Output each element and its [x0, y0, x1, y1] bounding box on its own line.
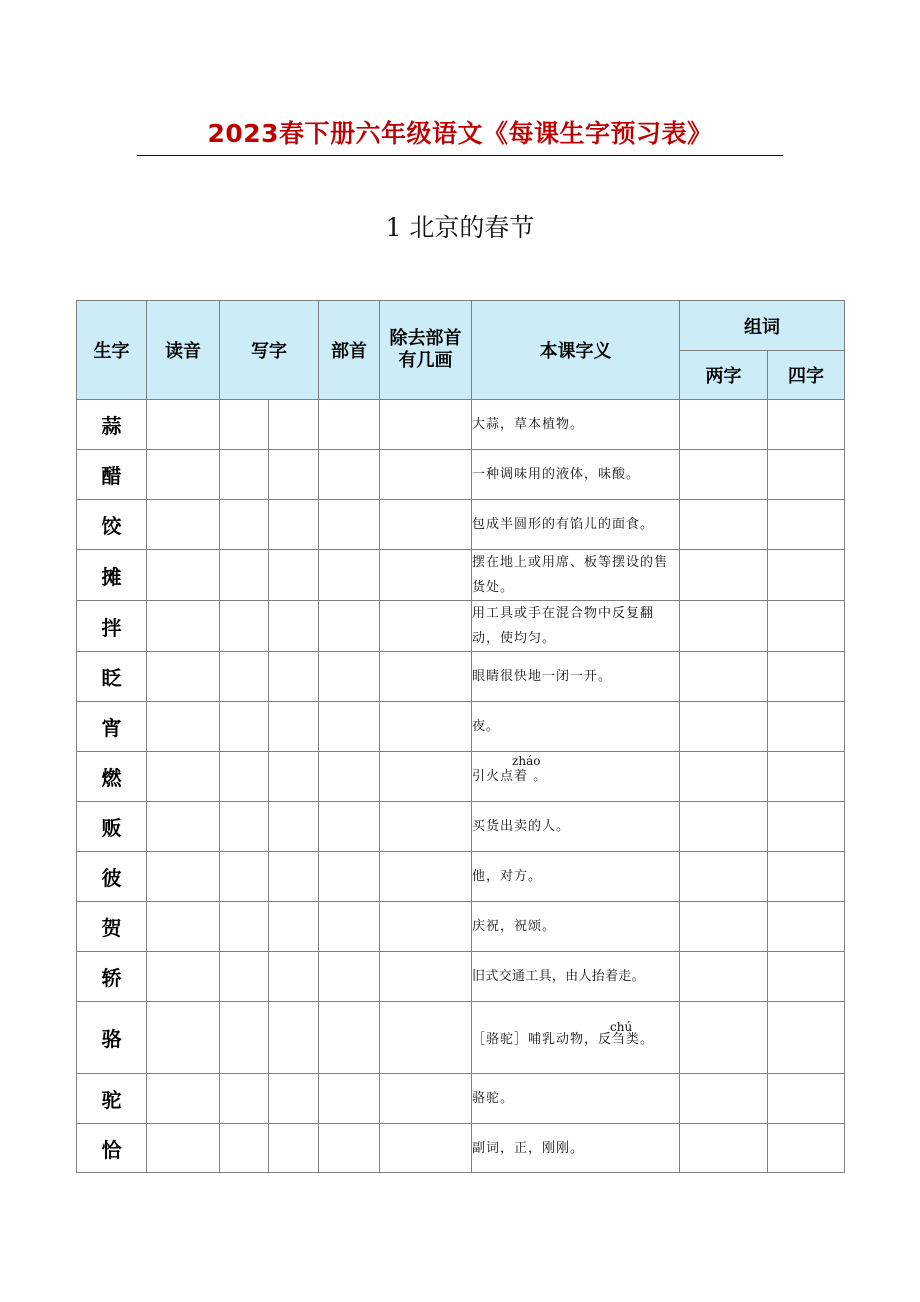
four-char-word-cell[interactable] [768, 852, 845, 902]
two-char-word-cell[interactable] [680, 802, 768, 852]
meaning-cell [472, 1002, 680, 1074]
writing-cell-2[interactable] [269, 652, 319, 702]
radical-cell[interactable] [319, 702, 380, 752]
radical-cell[interactable] [319, 500, 380, 550]
radical-cell[interactable] [319, 902, 380, 952]
meaning-text: 引火点 [472, 769, 515, 784]
meaning-cell: 他，对方。 [472, 852, 680, 902]
pinyin: chú [610, 1019, 633, 1034]
table-row [77, 652, 845, 702]
title-divider [137, 155, 783, 156]
writing-cell-2[interactable] [269, 952, 319, 1002]
radical-cell[interactable] [319, 952, 380, 1002]
meaning-cell: 眼睛很快地一闭一开。 [472, 652, 680, 702]
radical-cell[interactable] [319, 652, 380, 702]
table-row [77, 500, 845, 550]
reading-cell[interactable] [147, 952, 220, 1002]
char-cell: 摊 [77, 550, 147, 601]
char-cell: 宵 [77, 702, 147, 752]
two-char-word-cell[interactable] [680, 902, 768, 952]
four-char-word-cell[interactable] [768, 1002, 845, 1074]
meaning-cell: 包成半圆形的有馅儿的面食。 [472, 500, 680, 550]
four-char-word-cell[interactable] [768, 702, 845, 752]
two-char-word-cell[interactable] [680, 1002, 768, 1074]
reading-cell[interactable] [147, 1002, 220, 1074]
table-row [77, 752, 845, 802]
writing-cell-1[interactable] [220, 450, 269, 500]
writing-cell-2[interactable] [269, 1074, 319, 1124]
reading-cell[interactable] [147, 902, 220, 952]
meaning-cell: 庆祝，祝颂。 [472, 902, 680, 952]
writing-cell-2[interactable] [269, 450, 319, 500]
char-cell: 恰 [77, 1124, 147, 1173]
header-strokes-line2: 有几画 [398, 350, 453, 371]
header-strokes-line1: 除去部首 [389, 328, 462, 349]
reading-cell[interactable] [147, 601, 220, 652]
table-row [77, 1002, 845, 1074]
strokes-cell[interactable] [380, 1124, 472, 1173]
strokes-cell[interactable] [380, 400, 472, 450]
two-char-word-cell[interactable] [680, 1124, 768, 1173]
char-cell: 轿 [77, 952, 147, 1002]
two-char-word-cell[interactable] [680, 852, 768, 902]
ruby-annotation [610, 1019, 633, 1057]
header-reading: 读音 [147, 301, 220, 400]
reading-cell[interactable] [147, 802, 220, 852]
reading-cell[interactable] [147, 1124, 220, 1173]
two-char-word-cell[interactable] [680, 652, 768, 702]
two-char-word-cell[interactable] [680, 450, 768, 500]
strokes-cell[interactable] [380, 652, 472, 702]
writing-cell-1[interactable] [220, 1074, 269, 1124]
two-char-word-cell[interactable] [680, 952, 768, 1002]
writing-cell-1[interactable] [220, 400, 269, 450]
writing-cell-1[interactable] [220, 652, 269, 702]
writing-cell-2[interactable] [269, 1124, 319, 1173]
meaning-cell: 用工具或手在混合物中反复翻动，使均匀。 [472, 601, 680, 652]
writing-cell-2[interactable] [269, 601, 319, 652]
meaning-cell [472, 752, 680, 802]
reading-cell[interactable] [147, 652, 220, 702]
radical-cell[interactable] [319, 1074, 380, 1124]
char-cell: 拌 [77, 601, 147, 652]
header-radical: 部首 [319, 301, 380, 400]
ruby-annotation [512, 754, 541, 789]
writing-cell-1[interactable] [220, 601, 269, 652]
radical-cell[interactable] [319, 752, 380, 802]
vocabulary-preview-table [76, 300, 845, 1173]
strokes-cell[interactable] [380, 1074, 472, 1124]
radical-cell[interactable] [319, 802, 380, 852]
strokes-cell[interactable] [380, 601, 472, 652]
header-meaning: 本课字义 [472, 301, 680, 400]
table-row [77, 952, 845, 1002]
table-row [77, 1074, 845, 1124]
lesson-title: 1 北京的春节 [385, 213, 535, 242]
reading-cell[interactable] [147, 400, 220, 450]
char-cell: 饺 [77, 500, 147, 550]
strokes-cell[interactable] [380, 902, 472, 952]
table-row [77, 601, 845, 652]
meaning-cell: 夜。 [472, 702, 680, 752]
writing-cell-1[interactable] [220, 852, 269, 902]
writing-cell-1[interactable] [220, 550, 269, 601]
strokes-cell[interactable] [380, 852, 472, 902]
writing-cell-1[interactable] [220, 802, 269, 852]
radical-cell[interactable] [319, 852, 380, 902]
two-char-word-cell[interactable] [680, 550, 768, 601]
writing-cell-1[interactable] [220, 500, 269, 550]
char-cell: 燃 [77, 752, 147, 802]
strokes-cell[interactable] [380, 752, 472, 802]
reading-cell[interactable] [147, 500, 220, 550]
writing-cell-2[interactable] [269, 400, 319, 450]
char-cell: 蒜 [77, 400, 147, 450]
char-cell: 贺 [77, 902, 147, 952]
char-cell: 彼 [77, 852, 147, 902]
header-two-char: 两字 [680, 351, 768, 400]
pinyin: zháo [512, 754, 541, 768]
document-title: 2023春下册六年级语文《每课生字预习表》 [207, 119, 713, 148]
char-cell: 眨 [77, 652, 147, 702]
meaning-text: ［骆驼］哺乳动物，反 [472, 1031, 613, 1047]
meaning-cell: 买货出卖的人。 [472, 802, 680, 852]
meaning-text: 类。 [626, 1031, 655, 1047]
radical-cell[interactable] [319, 1124, 380, 1173]
strokes-cell[interactable] [380, 450, 472, 500]
strokes-cell[interactable] [380, 1002, 472, 1074]
four-char-word-cell[interactable] [768, 752, 845, 802]
writing-cell-1[interactable] [220, 752, 269, 802]
table-row [77, 802, 845, 852]
ruby-base: 刍 [612, 1031, 627, 1047]
char-cell: 贩 [77, 802, 147, 852]
four-char-word-cell[interactable] [768, 652, 845, 702]
four-char-word-cell[interactable] [768, 550, 845, 601]
four-char-word-cell[interactable] [768, 1124, 845, 1173]
header-word-group: 组词 [680, 301, 845, 351]
reading-cell[interactable] [147, 702, 220, 752]
table-row [77, 902, 845, 952]
four-char-word-cell[interactable] [768, 1074, 845, 1124]
meaning-cell: 旧式交通工具，由人抬着走。 [472, 952, 680, 1002]
four-char-word-cell[interactable] [768, 601, 845, 652]
table-row [77, 1124, 845, 1173]
writing-cell-1[interactable] [220, 902, 269, 952]
meaning-cell: 骆驼。 [472, 1074, 680, 1124]
meaning-cell: 大蒜，草本植物。 [472, 400, 680, 450]
writing-cell-2[interactable] [269, 1002, 319, 1074]
header-writing: 写字 [220, 301, 319, 400]
radical-cell[interactable] [319, 1002, 380, 1074]
two-char-word-cell[interactable] [680, 752, 768, 802]
strokes-cell[interactable] [380, 550, 472, 601]
char-cell: 骆 [77, 1002, 147, 1074]
radical-cell[interactable] [319, 601, 380, 652]
four-char-word-cell[interactable] [768, 802, 845, 852]
reading-cell[interactable] [147, 752, 220, 802]
strokes-cell[interactable] [380, 500, 472, 550]
char-cell: 驼 [77, 1074, 147, 1124]
four-char-word-cell[interactable] [768, 500, 845, 550]
reading-cell[interactable] [147, 1074, 220, 1124]
writing-cell-1[interactable] [220, 702, 269, 752]
two-char-word-cell[interactable] [680, 702, 768, 752]
meaning-cell: 一种调味用的液体，味酸。 [472, 450, 680, 500]
table-row [77, 550, 845, 601]
table-row [77, 702, 845, 752]
four-char-word-cell[interactable] [768, 952, 845, 1002]
table-row [77, 450, 845, 500]
writing-cell-2[interactable] [269, 902, 319, 952]
meaning-text: 。 [533, 769, 548, 784]
writing-cell-2[interactable] [269, 702, 319, 752]
char-cell: 醋 [77, 450, 147, 500]
ruby-base: 着 [514, 769, 529, 784]
header-four-char: 四字 [768, 351, 845, 400]
reading-cell[interactable] [147, 450, 220, 500]
header-char: 生字 [77, 301, 147, 400]
writing-cell-1[interactable] [220, 1002, 269, 1074]
writing-cell-2[interactable] [269, 550, 319, 601]
reading-cell[interactable] [147, 550, 220, 601]
writing-cell-2[interactable] [269, 802, 319, 852]
radical-cell[interactable] [319, 450, 380, 500]
writing-cell-1[interactable] [220, 952, 269, 1002]
two-char-word-cell[interactable] [680, 400, 768, 450]
writing-cell-2[interactable] [269, 852, 319, 902]
four-char-word-cell[interactable] [768, 400, 845, 450]
header-strokes [380, 301, 472, 400]
four-char-word-cell[interactable] [768, 450, 845, 500]
table-row [77, 400, 845, 450]
two-char-word-cell[interactable] [680, 601, 768, 652]
table-row [77, 852, 845, 902]
meaning-cell: 摆在地上或用席、板等摆设的售货处。 [472, 550, 680, 601]
writing-cell-2[interactable] [269, 752, 319, 802]
writing-cell-1[interactable] [220, 1124, 269, 1173]
radical-cell[interactable] [319, 400, 380, 450]
four-char-word-cell[interactable] [768, 902, 845, 952]
strokes-cell[interactable] [380, 702, 472, 752]
writing-cell-2[interactable] [269, 500, 319, 550]
two-char-word-cell[interactable] [680, 1074, 768, 1124]
radical-cell[interactable] [319, 550, 380, 601]
reading-cell[interactable] [147, 852, 220, 902]
meaning-cell: 副词，正，刚刚。 [472, 1124, 680, 1173]
two-char-word-cell[interactable] [680, 500, 768, 550]
strokes-cell[interactable] [380, 952, 472, 1002]
strokes-cell[interactable] [380, 802, 472, 852]
